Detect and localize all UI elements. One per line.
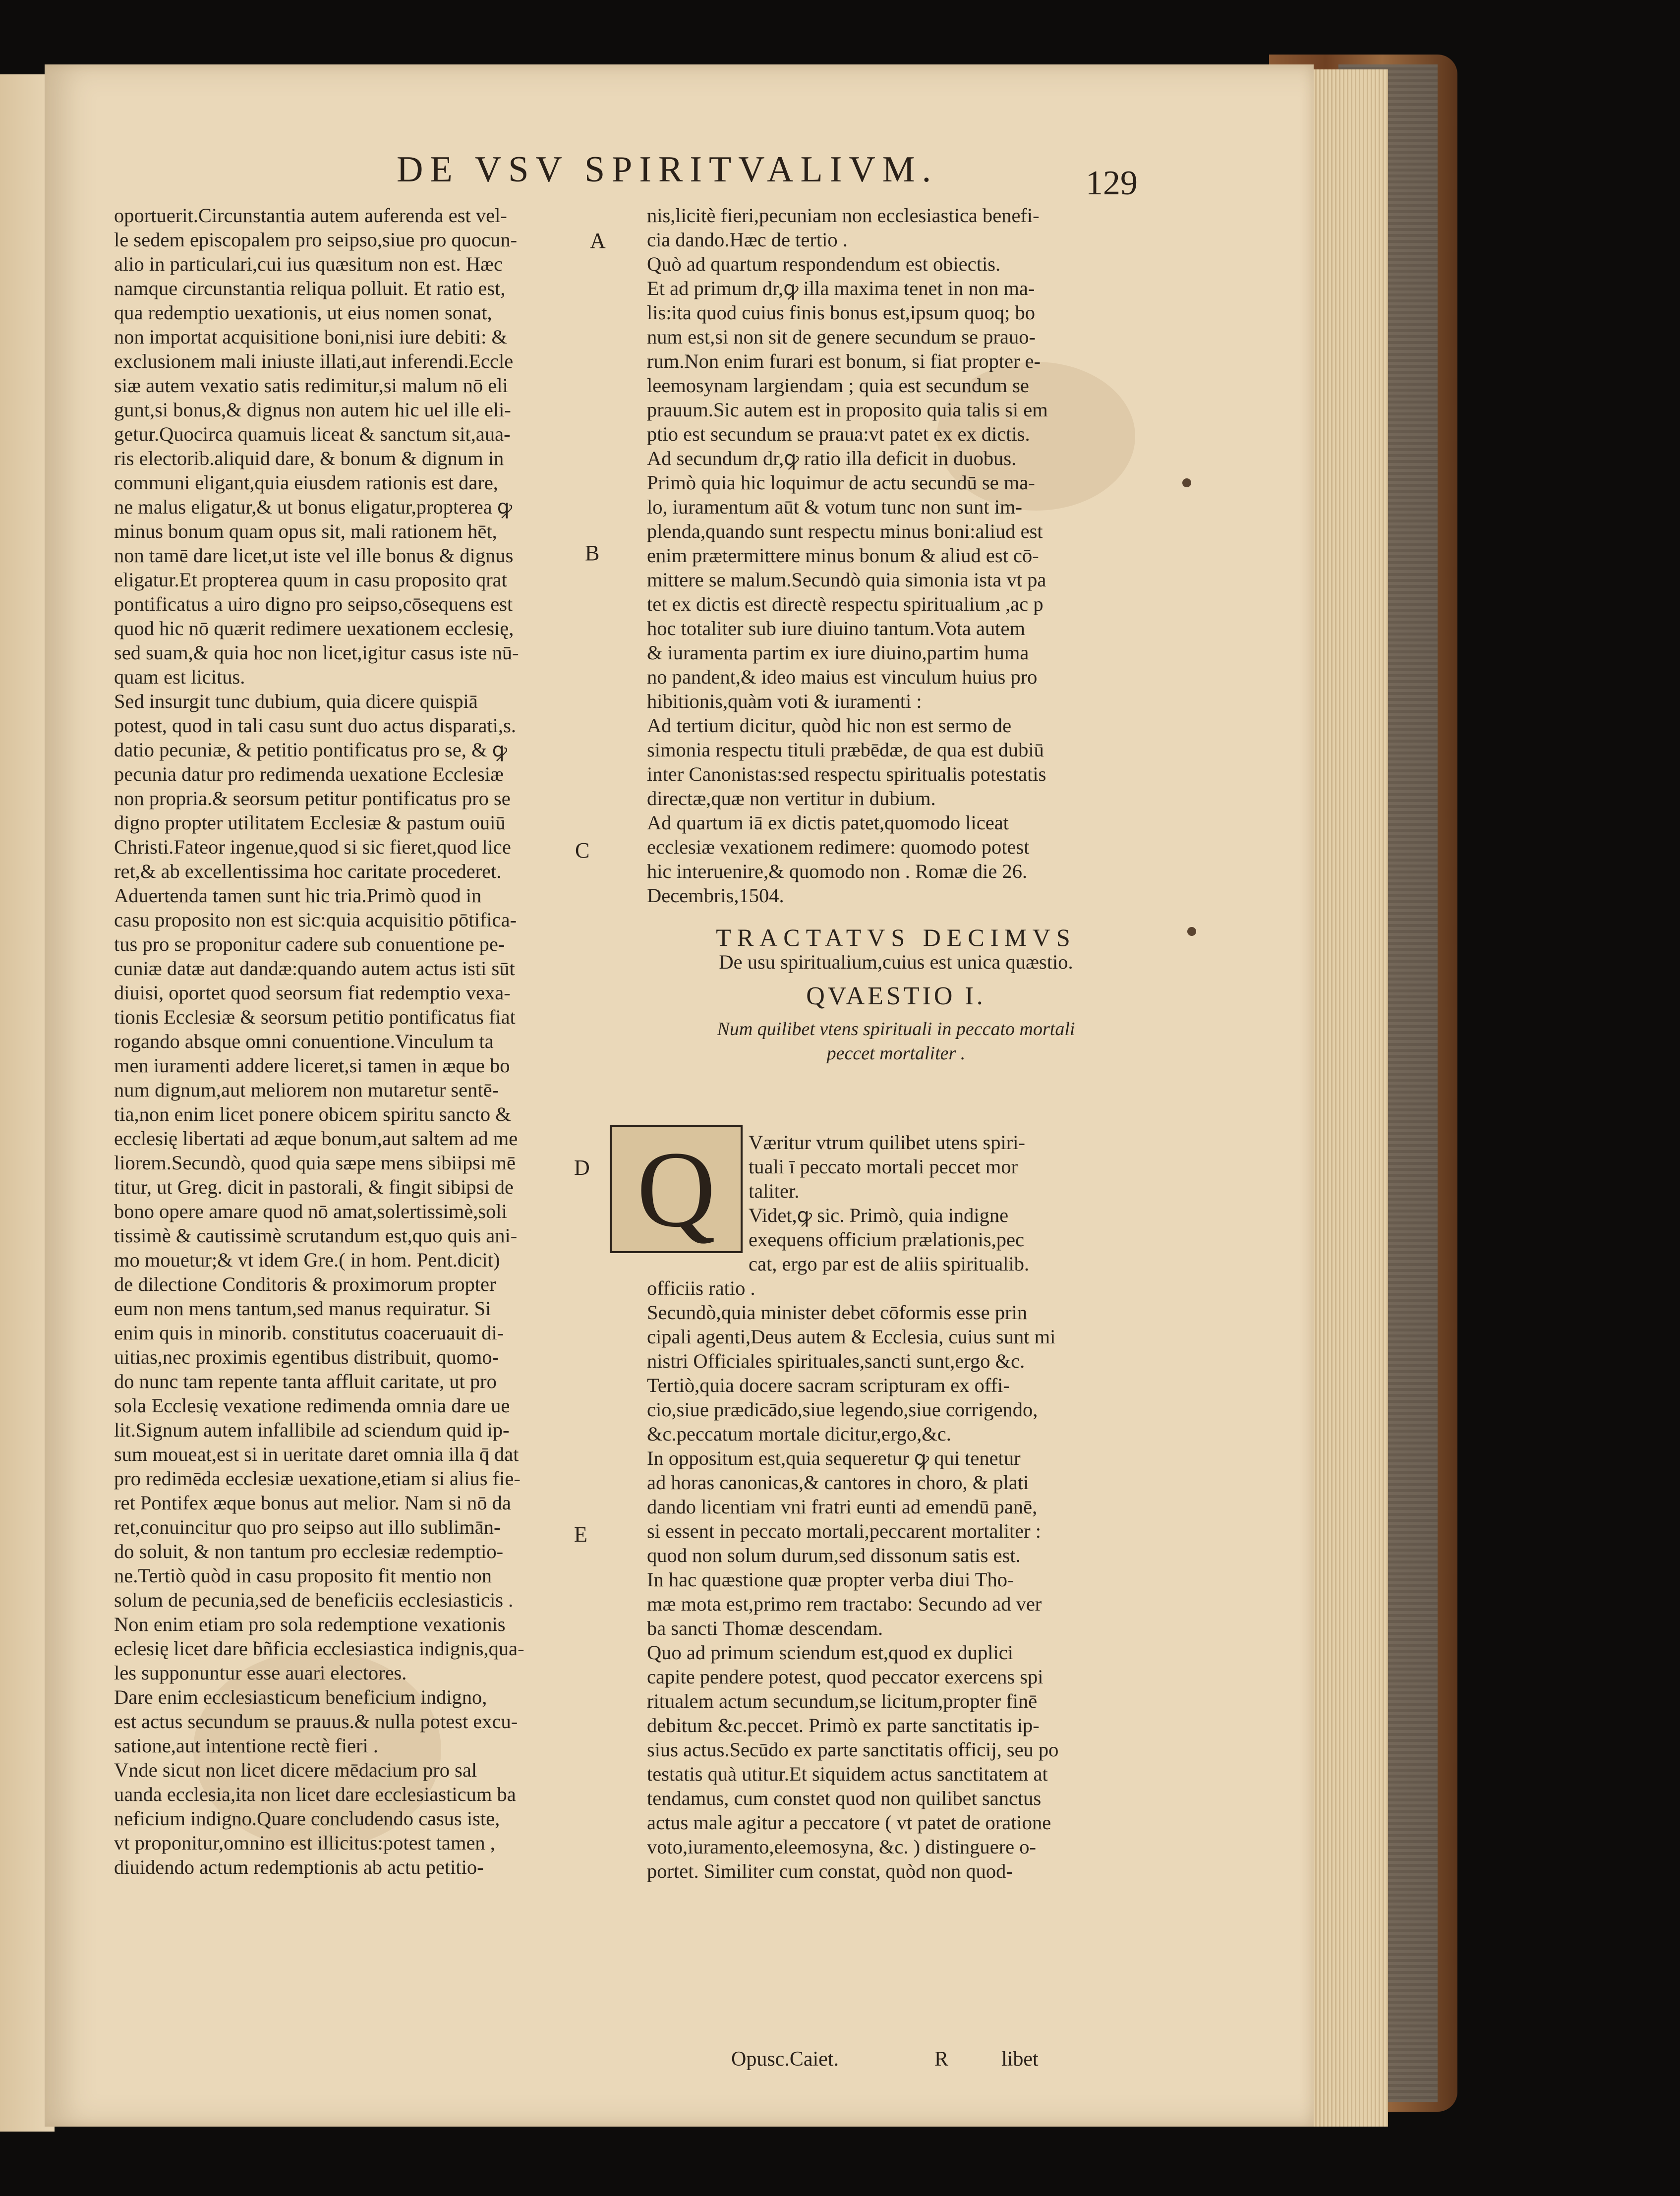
- text-line: ret Pontifex æque bonus aut melior. Nam si nō da: [114, 1492, 511, 1514]
- text-line: cuniæ datæ aut dandæ:quando autem actus isti sūt: [114, 957, 515, 980]
- text-line: eum non mens tantum,sed manus requiratur. Si: [114, 1297, 491, 1320]
- left-text-column: [114, 203, 610, 1879]
- text-line: tia,non enim licet ponere obicem spiritu sancto &: [114, 1103, 511, 1125]
- text-line: plenda,quando sunt respectu minus boni:aliud est: [647, 520, 1043, 542]
- text-line: qua redemptio uexationis, ut eius nomen sonat,: [114, 301, 492, 324]
- text-line: no pandent,& ideo maius est vinculum huius pro: [647, 666, 1038, 688]
- text-line: enim quis in minorib. constitutus coaceruauit di-: [114, 1322, 504, 1344]
- text-line: non propria.& seorsum petitur pontificatus pro se: [114, 787, 511, 809]
- text-line: datio pecuniæ, & petitio pontificatus pro se, & ꝙ: [114, 739, 508, 761]
- text-line: capite pendere potest, quod peccator exercens spi: [647, 1666, 1043, 1688]
- text-line: tus pro se proponitur cadere sub conuentione pe-: [114, 933, 505, 955]
- text-line: enim prætermittere minus bonum & aliud est cō-: [647, 544, 1039, 567]
- text-line: lit.Signum autem infallibile ad sciendum quid ip-: [114, 1419, 510, 1441]
- text-line: lo, iuramentum aūt & votum tunc non sunt im-: [647, 496, 1023, 518]
- text-line: dando licentiam vni fratri eunti ad emendū panē,: [647, 1496, 1038, 1518]
- text-line: ba sancti Thomæ descendam.: [647, 1617, 883, 1639]
- text-line: ne.Tertiò quòd in casu proposito fit mentio non: [114, 1564, 492, 1587]
- text-line: testatis quà utitur.Et siquidem actus sanctitatem at: [647, 1763, 1048, 1785]
- text-line: actus male agitur a peccatore ( vt patet de oratione: [647, 1811, 1051, 1834]
- text-line: Ad tertium dicitur, quòd hic non est sermo de: [647, 714, 1012, 737]
- text-line: men iuramenti addere liceret,si tamen in æque bo: [114, 1054, 510, 1077]
- text-line: eclesię licet dare bñficia ecclesiastica indignis,qua-: [114, 1637, 524, 1660]
- text-line: diuisi, oportet quod seorsum fiat redemptio vexa-: [114, 982, 511, 1004]
- text-line: rogando absque omni conuentione.Vinculum ta: [114, 1030, 494, 1052]
- text-line: est actus secundum se prauus.& nulla potest excu-: [114, 1710, 518, 1733]
- text-line: diuidendo actum redemptionis ab actu petitio-: [114, 1856, 484, 1878]
- text-line: gunt,si bonus,& dignus non autem hic uel ille eli-: [114, 399, 511, 421]
- text-line: num est,si non sit de genere secundum se prauo-: [647, 326, 1036, 348]
- text-line: Secundò,quia minister debet cōformis esse prin: [647, 1301, 1028, 1324]
- text-line: vt proponitur,omnino est illicitus:potest tamen ,: [114, 1832, 495, 1854]
- folio-number: 129: [1086, 164, 1138, 202]
- text-line: Ad secundum dr,ꝙ ratio illa deficit in duobus.: [647, 447, 1017, 469]
- right-text-column-continued: [647, 1276, 1145, 1883]
- text-line: Non enim etiam pro sola redemptione vexationis: [114, 1613, 506, 1635]
- text-line: Ad quartum iā ex dictis patet,quomodo liceat: [647, 811, 1009, 834]
- text-line: ecclesię libertati ad æque bonum,aut saltem ad me: [114, 1127, 518, 1150]
- text-line: getur.Quocirca quamuis liceat & sanctum sit,aua-: [114, 423, 511, 445]
- text-line: Et ad primum dr,ꝙ illa maxima tenet in non ma-: [647, 277, 1035, 299]
- text-line: Vnde sicut non licet dicere mēdacium pro sal: [114, 1759, 477, 1781]
- text-line: & iuramenta partim ex iure diuino,partim huma: [647, 641, 1029, 664]
- text-line: prauum.Sic autem est in proposito quia talis si em: [647, 399, 1048, 421]
- text-line: oportuerit.Circunstantia autem auferenda est vel-: [114, 204, 507, 227]
- text-line: cia dando.Hæc de tertio .: [647, 229, 848, 251]
- text-line: Decembris,1504.: [647, 884, 784, 907]
- text-line: liorem.Secundò, quod quia sæpe mens sibiipsi mē: [114, 1152, 516, 1174]
- text-line: bono opere amare quod nō amat,solertissimè,soli: [114, 1200, 507, 1222]
- text-line: Quò ad quartum respondendum est obiectis.: [647, 253, 1001, 275]
- text-line: uanda ecclesia,ita non licet dare ecclesiasticum ba: [114, 1783, 516, 1805]
- text-line: le sedem episcopalem pro seipso,siue pro quocun-: [114, 229, 518, 251]
- text-line: quod non solum durum,sed dissonum satis est.: [647, 1544, 1021, 1566]
- decorated-initial: [610, 1125, 743, 1253]
- signature-mark: R: [934, 2048, 949, 2071]
- catchline-author: Opusc.Caiet.: [731, 2048, 839, 2071]
- text-line: Videt,ꝙ sic. Primò, quia indigne: [749, 1204, 1009, 1226]
- text-line: pro redimēda ecclesiæ uexatione,etiam si alius fie-: [114, 1467, 521, 1490]
- text-line: tendamus, cum constet quod non quilibet sanctus: [647, 1787, 1042, 1809]
- text-line: mittere se malum.Secundò quia simonia ista vt pa: [647, 569, 1046, 591]
- text-line: sius actus.Secūdo ex parte sanctitatis officij, seu po: [647, 1738, 1059, 1761]
- text-line: tionis Ecclesiæ & seorsum petitio pontificatus fiat: [114, 1006, 516, 1028]
- text-line: titur, ut Greg. dicit in pastorali, & fingit sibipsi de: [114, 1176, 514, 1198]
- text-line: Sed insurgit tunc dubium, quia dicere quispiā: [114, 690, 478, 712]
- text-line: &c.peccatum mortale dicitur,ergo,&c.: [647, 1423, 951, 1445]
- text-line: mæ mota est,primo rem tractabo: Secundo ad ver: [647, 1593, 1042, 1615]
- running-head: DE VSV SPIRITVALIVM.: [397, 149, 938, 190]
- text-line: voto,iuramento,eleemosyna, &c. ) distinguere o-: [647, 1836, 1037, 1858]
- text-line: sum moueat,est si in ueritate daret omnia illa q̄ dat: [114, 1443, 519, 1465]
- text-line: casu proposito non est sic:quia acquisitio pōtifica-: [114, 909, 517, 931]
- margin-letter-b: B: [585, 541, 600, 565]
- initial-letter-q: Q: [637, 1129, 716, 1250]
- text-line: quam est licitus.: [114, 666, 245, 688]
- text-line: satione,aut intentione rectè fieri .: [114, 1734, 379, 1757]
- text-line: tuali ī peccato mortali peccet mor: [749, 1156, 1018, 1178]
- text-line: Quo ad primum sciendum est,quod ex duplici: [647, 1641, 1014, 1664]
- text-line: Aduertenda tamen sunt hic tria.Primò quod in: [114, 884, 482, 907]
- text-line: nis,licitè fieri,pecuniam non ecclesiastica benefi-: [647, 204, 1040, 227]
- text-line: officiis ratio .: [647, 1277, 755, 1299]
- right-text-column: [647, 203, 1145, 908]
- text-beside-initial: [749, 1130, 1145, 1276]
- text-line: pontificatus a uiro digno pro seipso,cōsequens est: [114, 593, 513, 615]
- text-line: Dare enim ecclesiasticum beneficium indigno,: [114, 1686, 487, 1708]
- margin-letter-d: D: [574, 1156, 590, 1180]
- text-line: ritualem actum secundum,se licitum,propter finē: [647, 1690, 1038, 1712]
- wormhole: [1187, 927, 1196, 936]
- text-line: namque circunstantia reliqua polluit. Et ratio est,: [114, 277, 506, 299]
- text-line: eligatur.Et propterea quum in casu proposito qrat: [114, 569, 507, 591]
- text-line: In hac quæstione quæ propter verba diui Tho-: [647, 1568, 1014, 1591]
- text-line: neficium indigno.Quare concludendo casus iste,: [114, 1807, 500, 1830]
- text-line: mo mouetur;& vt idem Gre.( in hom. Pent.dicit): [114, 1249, 500, 1271]
- text-line: minus bonum quam opus sit, mali rationem hēt,: [114, 520, 497, 542]
- text-line: inter Canonistas:sed respectu spiritualis potestatis: [647, 763, 1046, 785]
- text-line: siæ autem vexatio satis redimitur,si malum nō eli: [114, 374, 508, 397]
- text-line: solum de pecunia,sed de beneficiis ecclesiasticis .: [114, 1589, 514, 1611]
- text-line: alio in particulari,cui ius quæsitum non est. Hæc: [114, 253, 503, 275]
- text-line: tissimè & cautissimè scrutandum est,quo quis ani-: [114, 1224, 518, 1247]
- text-line: pecunia datur pro redimenda uexatione Ecclesiæ: [114, 763, 504, 785]
- text-line: sed suam,& quia hoc non licet,igitur casus iste nū-: [114, 641, 519, 664]
- text-line: num dignum,aut meliorem non mutaretur sentē-: [114, 1079, 499, 1101]
- text-line: Væritur vtrum quilibet utens spiri-: [749, 1131, 1025, 1154]
- margin-letter-a: A: [590, 229, 606, 253]
- text-line: uitias,nec proximis egentibus distribuit, quomo-: [114, 1346, 499, 1368]
- text-line: Primò quia hic loquimur de actu secundū se ma-: [647, 471, 1035, 494]
- text-line: ptio est secundum se praua:vt patet ex ex dictis.: [647, 423, 1030, 445]
- text-line: sola Ecclesię vexatione redimenda omnia dare ue: [114, 1394, 510, 1417]
- text-line: hoc totaliter sub iure diuino tantum.Vota autem: [647, 617, 1025, 639]
- text-line: si essent in peccato mortali,peccarent mortaliter :: [647, 1520, 1042, 1542]
- tractatus-subtitle: De usu spiritualium,cuius est unica quæstio.: [719, 951, 1073, 973]
- text-line: de dilectione Conditoris & proximorum propter: [114, 1273, 496, 1295]
- text-line: non tamē dare licet,ut iste vel ille bonus & dignus: [114, 544, 514, 567]
- text-line: hic interuenire,& quomodo non . Romæ die 26.: [647, 860, 1028, 882]
- text-line: do nunc tam repente tanta affluit caritate, ut pro: [114, 1370, 497, 1392]
- text-line: nistri Officiales spirituales,sancti sunt,ergo &c.: [647, 1350, 1025, 1372]
- margin-letter-c: C: [575, 838, 590, 863]
- text-line: Tertiò,quia docere sacram scripturam ex offi-: [647, 1374, 1010, 1396]
- text-line: cio,siue prædicādo,siue legendo,siue corrigendo,: [647, 1398, 1038, 1421]
- text-line: ret,conuincitur quo pro seipso aut illo sublimān-: [114, 1516, 501, 1538]
- text-line: digno propter utilitatem Ecclesiæ & pastum ouiū: [114, 811, 506, 834]
- wormhole: [1182, 478, 1191, 487]
- quaestio-title: QVAESTIO I.: [806, 982, 986, 1010]
- text-line: ris electorib.aliquid dare, & bonum & dignum in: [114, 447, 504, 469]
- text-line: taliter.: [749, 1180, 800, 1202]
- text-line: ecclesiæ vexationem redimere: quomodo potest: [647, 836, 1030, 858]
- catchword: libet: [1001, 2048, 1039, 2071]
- text-line: lis:ita quod cuius finis bonus est,ipsum quoq; bo: [647, 301, 1036, 324]
- text-line: rum.Non enim furari est bonum, si fiat propter e-: [647, 350, 1041, 372]
- text-line: do soluit, & non tantum pro ecclesiæ redemptio-: [114, 1540, 504, 1562]
- text-line: hibitionis,quàm voti & iuramenti :: [647, 690, 922, 712]
- margin-letter-e: E: [574, 1522, 587, 1547]
- tractatus-heading: [647, 925, 1145, 1066]
- text-line: Christi.Fateor ingenue,quod si sic fieret,quod lice: [114, 836, 511, 858]
- text-line: non importat acquisitione boni,nisi iure debiti: &: [114, 326, 508, 348]
- text-line: leemosynam largiendam ; quia est secundum se: [647, 374, 1029, 397]
- text-line: quod hic nō quærit redimere uexationem ecclesię,: [114, 617, 514, 639]
- book-page: [45, 64, 1314, 2127]
- text-line: exclusionem mali iniuste illati,aut inferendi.Eccle: [114, 350, 514, 372]
- text-line: cat, ergo par est de aliis spiritualib.: [749, 1253, 1030, 1275]
- text-line: directæ,quæ non vertitur in dubium.: [647, 787, 936, 809]
- text-line: In oppositum est,quia sequeretur ꝙ qui tenetur: [647, 1447, 1021, 1469]
- text-line: potest, quod in tali casu sunt duo actus disparati,s.: [114, 714, 517, 737]
- text-line: cipali agenti,Deus autem & Ecclesia, cuius sunt mi: [647, 1326, 1056, 1348]
- text-line: simonia respectu tituli præbēdæ, de qua est dubiū: [647, 739, 1044, 761]
- text-line: debitum &c.peccet. Primò ex parte sanctitatis ip-: [647, 1714, 1040, 1736]
- text-line: ne malus eligatur,& ut bonus eligatur,propterea ꝙ: [114, 496, 513, 518]
- text-line: ad horas canonicas,& cantores in choro, & plati: [647, 1471, 1029, 1494]
- text-line: portet. Similiter cum constat, quòd non quod-: [647, 1860, 1013, 1882]
- text-line: les supponuntur esse auari electores.: [114, 1662, 407, 1684]
- text-line: tet ex dictis est directè respectu spiritualium ,ac p: [647, 593, 1043, 615]
- tractatus-title: TRACTATVS DECIMVS: [716, 924, 1076, 951]
- quaestio-question-line-2: peccet mortaliter .: [826, 1043, 966, 1064]
- text-line: communi eligant,quia eiusdem rationis est dare,: [114, 471, 498, 494]
- text-line: exequens officium prælationis,pec: [749, 1228, 1024, 1251]
- text-line: ret,& ab excellentissima hoc caritate procederet.: [114, 860, 502, 882]
- quaestio-question-line-1: Num quilibet vtens spirituali in peccato mortali: [717, 1019, 1075, 1040]
